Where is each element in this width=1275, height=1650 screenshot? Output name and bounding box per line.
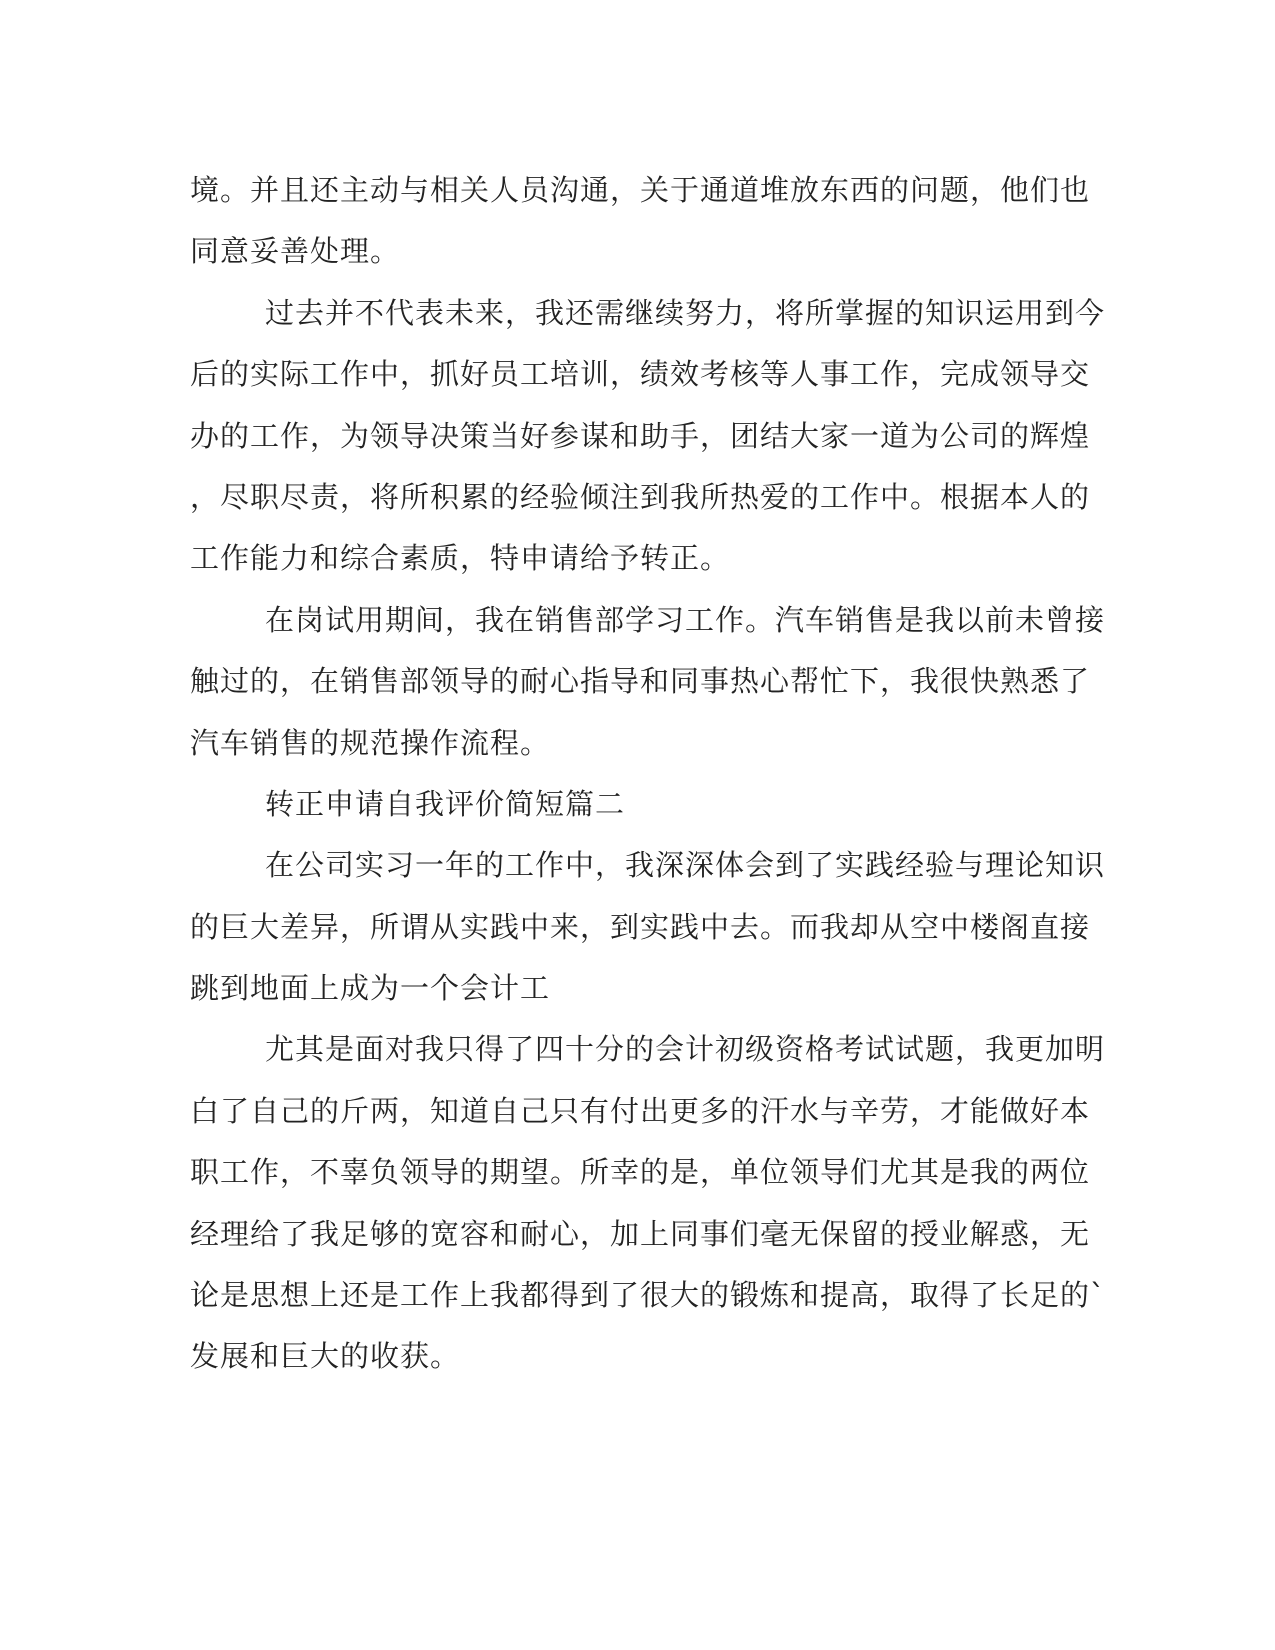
text-line: 职工作，不辜负领导的期望。所幸的是，单位领导们尤其是我的两位 [190,1155,1091,1190]
document-body [190,160,1106,1388]
text-line: 境。并且还主动与相关人员沟通，关于通道堆放东西的问题，他们也 [190,173,1091,207]
text-line: 的巨大差异，所谓从实践中来，到实践中去。而我却从空中楼阁直接 [190,909,1091,944]
text-line: 同意妥善处理。 [190,234,401,269]
text-line: 跳到地面上成为一个会计工 [190,971,551,1006]
text-line: 办的工作，为领导决策当好参谋和助手，团结大家一道为公司的辉煌 [190,418,1091,453]
paragraph-start-line: 过去并不代表未来，我还需继续努力，将所掌握的知识运用到今 [265,295,1106,330]
section-heading: 转正申请自我评价简短篇二 [265,786,626,821]
text-line: 汽车销售的规范操作流程。 [190,725,551,760]
text-line: 经理给了我足够的宽容和耐心，加上同事们毫无保留的授业解惑，无 [190,1216,1091,1251]
paragraph-start-line: 在岗试用期间，我在销售部学习工作。汽车销售是我以前未曾接 [265,602,1106,637]
text-line: 白了自己的斤两，知道自己只有付出更多的汗水与辛劳，才能做好本 [190,1093,1091,1128]
text-line: 工作能力和综合素质，特申请给予转正。 [190,541,731,576]
paragraph-start-line: 在公司实习一年的工作中，我深深体会到了实践经验与理论知识 [265,848,1106,883]
text-line: 触过的，在销售部领导的耐心指导和同事热心帮忙下，我很快熟悉了 [190,664,1091,699]
paragraph-start-line: 尤其是面对我只得了四十分的会计初级资格考试试题，我更加明 [265,1032,1106,1067]
text-line: 后的实际工作中，抓好员工培训，绩效考核等人事工作，完成领导交 [190,357,1091,392]
text-line: 发展和巨大的收获。 [190,1339,461,1374]
text-line: 论是思想上还是工作上我都得到了很大的锻炼和提高，取得了长足的` [190,1278,1106,1313]
text-line: ，尽职尽责，将所积累的经验倾注到我所热爱的工作中。根据本人的 [190,479,1091,514]
